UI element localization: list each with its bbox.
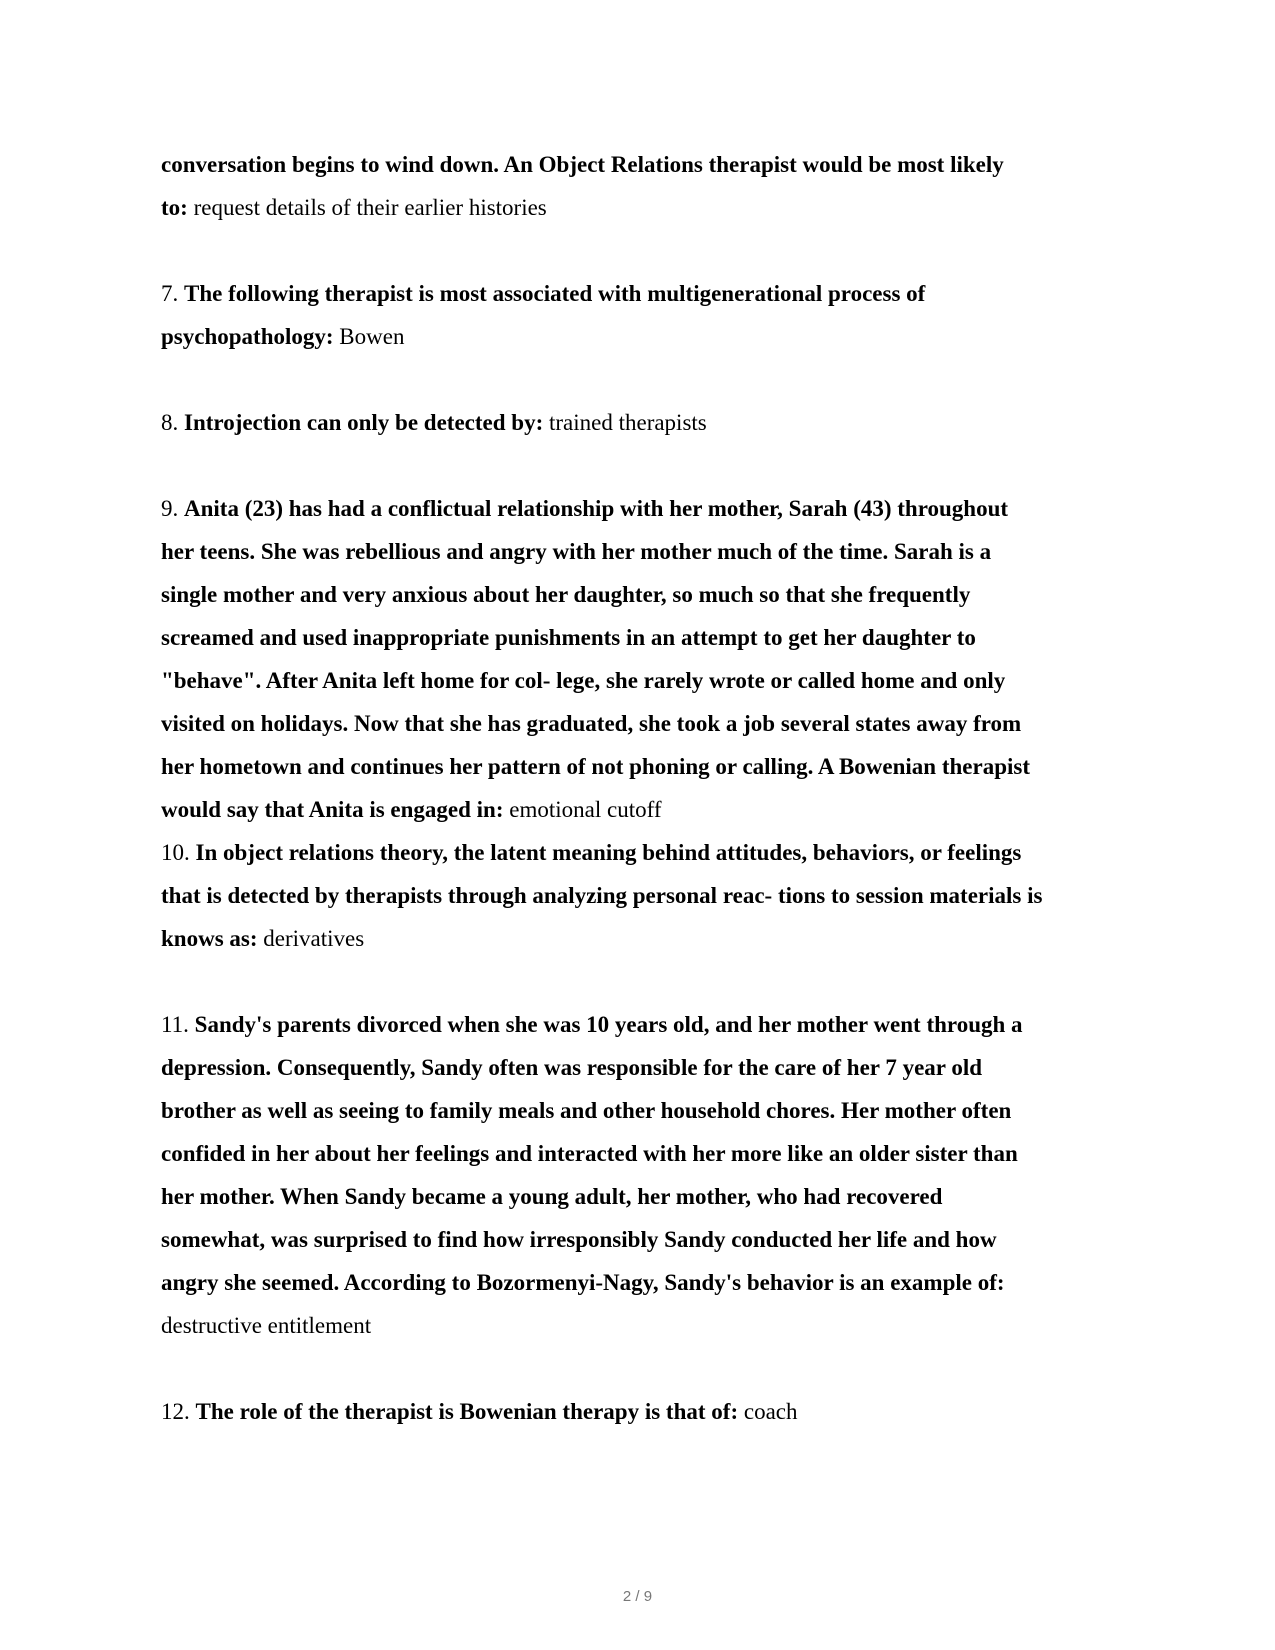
question-item bbox=[161, 272, 1161, 358]
question-text: would say that Anita is engaged in: bbox=[161, 797, 504, 822]
question-text: that is detected by therapists through analyzing personal reac- tions to session materials is bbox=[161, 883, 1043, 908]
question-text: Sandy's parents divorced when she was 10 years old, and her mother went through a bbox=[194, 1012, 1023, 1037]
text-line bbox=[161, 745, 1161, 788]
question-item bbox=[161, 1390, 1161, 1433]
text-line bbox=[161, 659, 1161, 702]
text-line bbox=[161, 401, 1161, 444]
answer-text: destructive entitlement bbox=[161, 1313, 372, 1338]
question-text: In object relations theory, the latent meaning behind attitudes, behaviors, or feelings bbox=[195, 840, 1022, 865]
answer-text: trained therapists bbox=[543, 410, 707, 435]
text-line bbox=[161, 616, 1161, 659]
text-line bbox=[161, 1261, 1161, 1304]
question-text: her teens. She was rebellious and angry with her mother much of the time. Sarah is a bbox=[161, 539, 992, 564]
text-line bbox=[161, 1003, 1161, 1046]
question-text: visited on holidays. Now that she has graduated, she took a job several states away from bbox=[161, 711, 1022, 736]
text-line bbox=[161, 1046, 1161, 1089]
question-item bbox=[161, 401, 1161, 444]
question-number: 7. bbox=[161, 281, 184, 306]
answer-text: emotional cutoff bbox=[503, 797, 662, 822]
text-line bbox=[161, 530, 1161, 573]
question-text: her hometown and continues her pattern of not phoning or calling. A Bowenian therapist bbox=[161, 754, 1030, 779]
question-number: 11. bbox=[161, 1012, 195, 1037]
question-text: The role of the therapist is Bowenian therapy is that of: bbox=[195, 1399, 739, 1424]
text-line bbox=[161, 874, 1161, 917]
text-line bbox=[161, 788, 1161, 831]
question-text: somewhat, was surprised to find how irresponsibly Sandy conducted her life and how bbox=[161, 1227, 997, 1252]
question-text: Introjection can only be detected by: bbox=[184, 410, 544, 435]
answer-text: coach bbox=[738, 1399, 798, 1424]
question-number: 9. bbox=[161, 496, 184, 521]
answer-text: derivatives bbox=[257, 926, 365, 951]
question-text: The following therapist is most associated with multigenerational process of bbox=[184, 281, 926, 306]
text-line bbox=[161, 573, 1161, 616]
answer-text: request details of their earlier histories bbox=[187, 195, 547, 220]
text-line bbox=[161, 272, 1161, 315]
text-line bbox=[161, 186, 1161, 229]
question-text: her mother. When Sandy became a young adult, her mother, who had recovered bbox=[161, 1184, 943, 1209]
question-text: screamed and used inappropriate punishments in an attempt to get her daughter to bbox=[161, 625, 976, 650]
text-line bbox=[161, 315, 1161, 358]
question-item bbox=[161, 143, 1161, 229]
answer-text: Bowen bbox=[333, 324, 405, 349]
question-text: brother as well as seeing to family meals and other household chores. Her mother often bbox=[161, 1098, 1012, 1123]
text-line bbox=[161, 143, 1161, 186]
question-number: 8. bbox=[161, 410, 184, 435]
text-line bbox=[161, 1218, 1161, 1261]
question-number: 12. bbox=[161, 1399, 196, 1424]
question-text: conversation begins to wind down. An Object Relations therapist would be most likely bbox=[161, 152, 1004, 177]
text-line bbox=[161, 1132, 1161, 1175]
question-text: single mother and very anxious about her daughter, so much so that she frequently bbox=[161, 582, 971, 607]
question-text: knows as: bbox=[161, 926, 258, 951]
page-number: 2 / 9 bbox=[622, 1588, 653, 1605]
question-text: psychopathology: bbox=[161, 324, 334, 349]
document-body bbox=[161, 143, 1161, 1476]
text-line bbox=[161, 1175, 1161, 1218]
text-line bbox=[161, 1390, 1161, 1433]
text-line bbox=[161, 487, 1161, 530]
question-text: angry she seemed. According to Bozormenyi-Nagy, Sandy's behavior is an example of: bbox=[161, 1270, 1005, 1295]
text-line bbox=[161, 702, 1161, 745]
text-line bbox=[161, 917, 1161, 960]
question-text: confided in her about her feelings and interacted with her more like an older sister than bbox=[161, 1141, 1018, 1166]
question-item bbox=[161, 1003, 1161, 1347]
question-text: "behave". After Anita left home for col- lege, she rarely wrote or called home and only bbox=[161, 668, 1006, 693]
text-line bbox=[161, 831, 1161, 874]
text-line bbox=[161, 1089, 1161, 1132]
question-text: depression. Consequently, Sandy often was responsible for the care of her 7 year old bbox=[161, 1055, 983, 1080]
text-line bbox=[161, 1304, 1161, 1347]
question-text: to: bbox=[161, 195, 188, 220]
question-item bbox=[161, 831, 1161, 960]
question-text: Anita (23) has had a conflictual relationship with her mother, Sarah (43) throughout bbox=[184, 496, 1009, 521]
question-item bbox=[161, 487, 1161, 831]
question-number: 10. bbox=[161, 840, 196, 865]
